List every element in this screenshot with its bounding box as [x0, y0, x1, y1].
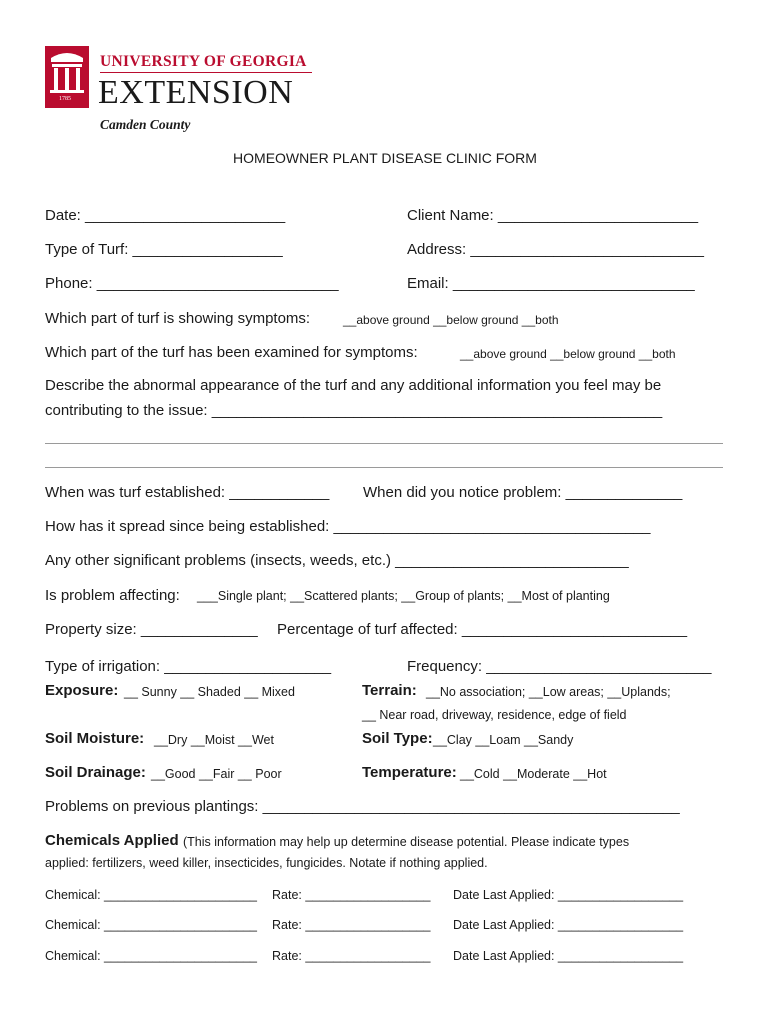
chemicals-heading: Chemicals Applied [45, 832, 179, 849]
type-of-turf-field[interactable]: Type of Turf: __________________ [45, 241, 283, 258]
symptoms-examined-options[interactable]: __above ground __below ground __both [460, 347, 676, 361]
logo-year: 1785 [59, 96, 71, 102]
soil-type-label: Soil Type: [362, 730, 433, 747]
other-problems-field[interactable]: Any other significant problems (insects, weeds, etc.) ____________________________ [45, 552, 629, 569]
chemicals-note-line-1: (This information may help up determine disease potential. Please indicate types [183, 835, 630, 849]
established-field[interactable]: When was turf established: ____________ [45, 484, 330, 501]
rate-field-1[interactable]: Rate: __________________ [272, 888, 431, 902]
describe-blank-line-2[interactable] [45, 467, 723, 468]
phone-field[interactable]: Phone: _____________________________ [45, 275, 339, 292]
affecting-label: Is problem affecting: [45, 587, 180, 604]
irrigation-frequency-field[interactable]: Frequency: ___________________________ [407, 658, 712, 675]
soil-drainage-options[interactable]: __Good __Fair __ Poor [151, 767, 282, 781]
logo-university: UNIVERSITY OF GEORGIA [100, 53, 307, 70]
temperature-options[interactable]: __Cold __Moderate __Hot [460, 767, 607, 781]
chemicals-note-line-2: applied: fertilizers, weed killer, insecticides, fungicides. Notate if nothing applied. [45, 856, 488, 870]
symptoms-showing-options[interactable]: __above ground __below ground __both [343, 313, 559, 327]
describe-blank-line-1[interactable] [45, 443, 723, 444]
form-title: HOMEOWNER PLANT DISEASE CLINIC FORM [233, 150, 537, 166]
date-applied-field-1[interactable]: Date Last Applied: __________________ [453, 888, 684, 902]
address-field[interactable]: Address: ____________________________ [407, 241, 704, 258]
exposure-label: Exposure: [45, 682, 119, 699]
rate-field-3[interactable]: Rate: __________________ [272, 949, 431, 963]
terrain-options[interactable]: __No association; __Low areas; __Uplands; [426, 685, 671, 699]
email-field[interactable]: Email: _____________________________ [407, 275, 695, 292]
describe-line-1: Describe the abnormal appearance of the turf and any additional information you feel may be [45, 377, 662, 394]
logo-county: Camden County [100, 117, 191, 132]
soil-moisture-label: Soil Moisture: [45, 730, 145, 747]
describe-line-2[interactable]: contributing to the issue: ______________________________________________________ [45, 402, 663, 419]
affecting-options[interactable]: ___Single plant; __Scattered plants; __Group of plants; __Most of planting [197, 589, 610, 603]
rate-field-2[interactable]: Rate: __________________ [272, 918, 431, 932]
date-field[interactable]: Date: ________________________ [45, 207, 286, 224]
logo-extension: EXTENSION [98, 74, 294, 111]
symptoms-examined-label: Which part of the turf has been examined for symptoms: [45, 344, 418, 361]
soil-drainage-label: Soil Drainage: [45, 764, 146, 781]
date-applied-field-2[interactable]: Date Last Applied: __________________ [453, 918, 684, 932]
irrigation-type-field[interactable]: Type of irrigation: ____________________ [45, 658, 332, 675]
chemical-field-2[interactable]: Chemical: ______________________ [45, 918, 257, 932]
symptoms-showing-label: Which part of turf is showing symptoms: [45, 310, 311, 327]
property-size-field[interactable]: Property size: ______________ [45, 621, 258, 638]
soil-type-options[interactable]: __Clay __Loam __Sandy [433, 733, 574, 747]
previous-plantings-field[interactable]: Problems on previous plantings: __________________________________________________ [45, 798, 680, 815]
chemical-field-1[interactable]: Chemical: ______________________ [45, 888, 257, 902]
exposure-options[interactable]: __ Sunny __ Shaded __ Mixed [124, 685, 295, 699]
chemical-field-3[interactable]: Chemical: ______________________ [45, 949, 257, 963]
terrain-options-line-2[interactable]: __ Near road, driveway, residence, edge of field [362, 708, 627, 722]
noticed-problem-field[interactable]: When did you notice problem: ______________ [363, 484, 683, 501]
terrain-label: Terrain: [362, 682, 417, 699]
uga-arch-logo [45, 46, 89, 108]
date-applied-field-3[interactable]: Date Last Applied: __________________ [453, 949, 684, 963]
spread-field[interactable]: How has it spread since being established: ______________________________________ [45, 518, 651, 535]
client-name-field[interactable]: Client Name: ________________________ [407, 207, 699, 224]
temperature-label: Temperature: [362, 764, 457, 781]
soil-moisture-options[interactable]: __Dry __Moist __Wet [154, 733, 274, 747]
logo-rule [100, 72, 312, 73]
percentage-affected-field[interactable]: Percentage of turf affected: ___________________________ [277, 621, 688, 638]
